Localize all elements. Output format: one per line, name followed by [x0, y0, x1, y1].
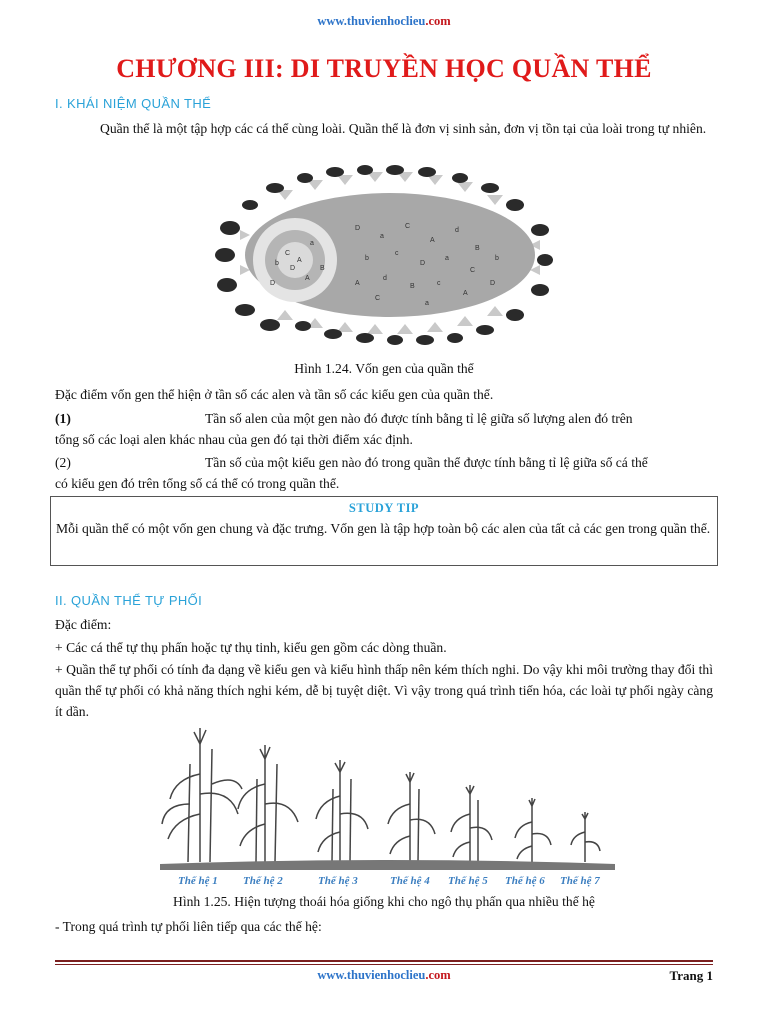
svg-text:B: B — [475, 245, 480, 252]
footer-url-main: www.thuvienhoclieu — [317, 968, 426, 982]
svg-text:D: D — [355, 225, 361, 232]
corn-plant-3 — [316, 760, 368, 862]
generation-label-2: Thế hệ 2 — [243, 875, 283, 887]
svg-text:B: B — [320, 265, 325, 272]
section-heading-2: II. QUẦN THỂ TỰ PHỐI — [55, 593, 203, 608]
item-2-text-a: Tần số của một kiểu gen nào đó trong quần thể được tính bằng tỉ lệ giữa số cá thể — [205, 455, 648, 470]
chapter-title: CHƯƠNG III: DI TRUYỀN HỌC QUẦN THỂ — [116, 54, 652, 83]
figure-caption-1: Hình 1.24. Vốn gen của quần thể — [294, 361, 474, 376]
study-tip-title: STUDY TIP — [348, 501, 420, 515]
svg-text:A: A — [305, 275, 310, 282]
study-tip-text: Mỗi quần thể có một vốn gen chung và đặc trưng. Vốn gen là tập hợp toàn bộ các alen của tất cả các gen trong quần thể. — [56, 521, 711, 536]
svg-text:D: D — [290, 265, 296, 272]
generation-label-6: Thế hệ 6 — [505, 875, 545, 887]
features-label: Đặc điểm: — [55, 617, 112, 632]
generation-label-1: Thế hệ 1 — [178, 875, 218, 887]
svg-text:d: d — [455, 227, 459, 234]
svg-text:c: c — [395, 250, 399, 257]
last-line: - Trong quá trình tự phối liên tiếp qua các thế hệ: — [55, 919, 322, 934]
generation-label-4: Thế hệ 4 — [390, 875, 430, 887]
site-url-header[interactable] — [0, 14, 768, 29]
figure-caption-2: Hình 1.25. Hiện tượng thoái hóa giống khi cho ngô thụ phấn qua nhiều thế hệ — [173, 894, 595, 909]
item-2 — [55, 452, 713, 494]
svg-text:b: b — [275, 260, 279, 267]
svg-text:A: A — [430, 237, 435, 244]
section-heading-1: I. KHÁI NIỆM QUẦN THỂ — [55, 96, 212, 111]
svg-text:B: B — [410, 283, 415, 290]
svg-text:D: D — [420, 260, 426, 267]
corn-plant-7 — [571, 812, 600, 862]
generation-label-3: Thế hệ 3 — [318, 875, 358, 887]
footer-rule-thick — [55, 960, 713, 962]
corn-plants — [162, 728, 600, 862]
intro-paragraph: Quần thể là một tập hợp các cá thể cùng loài. Quần thể là đơn vị sinh sản, đơn vị tồn tại của loài trong tự nhiên. — [100, 121, 707, 136]
footer-rule-thin — [55, 964, 713, 965]
bullet-2: + Quần thể tự phối có tính đa dạng về kiểu gen và kiểu hình thấp nên kém thích nghi. Do vậy khi môi trường thay đổi thì quần thể tự phối có khả năng thích nghi kém, dễ bị tuyệt diệt. Vì vậy trong quá trình tiến hóa, các loài tự phối ngày càng ít dần. — [55, 662, 713, 719]
svg-text:C: C — [375, 295, 381, 302]
corn-plant-4 — [388, 772, 435, 862]
svg-text:A: A — [355, 280, 360, 287]
corn-plant-1 — [162, 728, 242, 862]
svg-text:b: b — [365, 255, 369, 262]
item-2-text-b: có kiểu gen đó trên tổng số cá thể có trong quần thể. — [55, 476, 340, 491]
svg-text:D: D — [270, 280, 276, 287]
corn-plant-6 — [515, 798, 551, 862]
ground-strip — [160, 860, 615, 870]
item-1-number: (1) — [55, 411, 71, 426]
svg-text:a: a — [425, 300, 429, 307]
bullet-1: + Các cá thể tự thụ phấn hoặc tự thụ tinh, kiểu gen gồm các dòng thuần. — [55, 640, 447, 655]
site-url-footer[interactable] — [0, 968, 768, 983]
site-url-main: www.thuvienhoclieu — [317, 14, 426, 28]
item-1-text-b: tổng số các loại alen khác nhau của gen đó tại thời điểm xác định. — [55, 432, 413, 447]
page-number: Trang 1 — [669, 968, 713, 983]
generation-label-7: Thế hệ 7 — [560, 875, 600, 887]
svg-text:C: C — [405, 223, 411, 230]
svg-text:a: a — [445, 255, 449, 262]
item-1 — [55, 408, 713, 450]
svg-text:A: A — [297, 257, 302, 264]
gene-pool-figure — [205, 160, 565, 350]
generation-labels — [178, 875, 600, 887]
svg-text:D: D — [490, 280, 496, 287]
generation-label-5: Thế hệ 5 — [448, 875, 488, 887]
corn-generations-figure — [160, 724, 620, 890]
svg-text:a: a — [380, 233, 384, 240]
svg-text:C: C — [285, 250, 291, 257]
site-url-tld: .com — [425, 14, 451, 28]
corn-plant-5 — [451, 785, 492, 862]
svg-text:d: d — [383, 275, 387, 282]
subpopulation-inner — [277, 242, 313, 278]
svg-text:b: b — [495, 255, 499, 262]
features-intro: Đặc điểm vốn gen thể hiện ở tần số các alen và tần số các kiểu gen của quần thể. — [55, 387, 494, 402]
svg-text:A: A — [463, 290, 468, 297]
svg-text:a: a — [310, 240, 314, 247]
item-2-number: (2) — [55, 455, 71, 470]
footer-url-tld: .com — [425, 968, 451, 982]
item-1-text-a: Tần số alen của một gen nào đó được tính bằng tỉ lệ giữa số lượng alen đó trên — [205, 411, 633, 426]
svg-text:c: c — [437, 280, 441, 287]
study-tip-box — [50, 496, 718, 566]
corn-plant-2 — [238, 745, 298, 862]
svg-text:C: C — [470, 267, 476, 274]
